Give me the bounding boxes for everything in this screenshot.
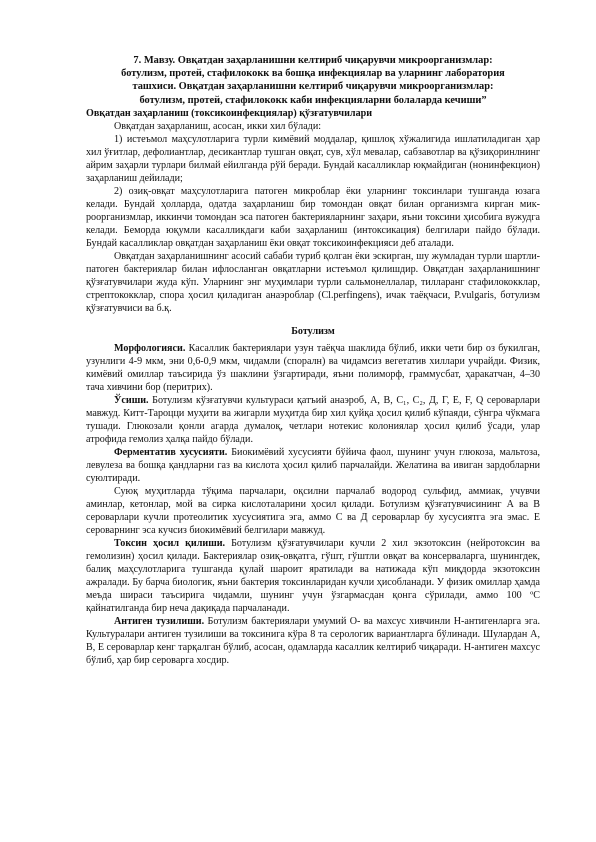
section-paragraph bbox=[86, 342, 540, 394]
subheading: Овқатдан заҳарланиш (токсикоинфекциялар) қўзғатувчилари bbox=[86, 107, 373, 119]
paragraph-text: Ботулизм қўзғатувчилари кучли 2 хил экзотоксин (нейротоксин ва гемолизин) ҳосил қилади. Бактериялар озиқ-овқатга, гўшт, гўштли овқат ва консерваларга, шунингдек, балиқ маҳсулотларига тушганда қулай шароит яратилади ва натижада кўп миқдорда экзотоксин ажралади. Бу барча биологик, яъни бактерия токсинларидан кучли ҳисобланади. У физик омиллар ҳамда меъда шираси таъсирига чидамли, шунинг учун ўзгармасдан қонга сўрилади, аммо 100 ºС қайнатилганда бир неча дақиқада парчаланади. bbox=[86, 537, 541, 614]
paragraph-text: Касаллик бактериялари узун таёқча шаклида бўлиб, икки чети бир оз букилган, узунлиги 4-9 мкм, эни 0,6-0,9 мкм, чидамли (споралн) ва чидамсиз вегетатив хиллари учрайди. Физик, кимёвий омиллар таъсирида ўз шаклини ўзгартиради, яъни полиморф, граммусбат, ҳаракатчан, 4–30 тача хивчини бор (перитрих). bbox=[86, 342, 540, 393]
intro-paragraph: 1) истеъмол маҳсулотларига турли кимёвий моддалар, қишлоқ хўжалигида ишлатиладиган ҳар хил ўғитлар, дефолиантлар, десикантлар тушган овқат, сув, хўл мевалар, сабзавотлар ва қўзиқоринлнинг айрим заҳарли турлари билмай ейилганда рўй беради. Бундай касалликлар юқмайдиган (нонинфекцион) заҳарланиш дейилади; bbox=[86, 133, 540, 184]
section-title: Ботулизм bbox=[291, 325, 335, 337]
title-line: ботулизм, протей, стафилококк ва бошқа инфекциялар ва уларнинг лаборатория bbox=[121, 68, 505, 80]
section-paragraph bbox=[86, 485, 540, 537]
intro-paragraph: Овқатдан заҳарланишнинг асосий сабаби туриб қолган ёки эскирган, шу жумладан турли шартли-патоген бактериялар билан ифлосланган овқатларни истеъмол қилишдир. Овқатдан заҳарланишнинг қўзғатувчилари жуда кўп. Уларнинг энг муҳимлари турли сальмонеллалар, тилларанг стафилококклар, стрептококклар, спора ҳосил қиладиган анаэроблар (Cl.perfingens), ичак таёқчаси, P.vulgaris, ботулизм қўзғатувчиси ва б.қ. bbox=[86, 250, 540, 314]
section-paragraph bbox=[86, 394, 540, 446]
document-title bbox=[86, 54, 540, 107]
title-line: ташхиси. Овқатдан заҳарланишни келтириб чиқарувчи микроорганизмлар: bbox=[132, 81, 494, 93]
paragraph-lead: Токсин ҳосил қилиши. bbox=[114, 537, 226, 549]
paragraph-lead: Антиген тузилиши. bbox=[114, 615, 205, 627]
paragraph-text: Суюқ муҳитларда тўқима парчалари, оқсилни парчалаб водород сульфид, аммиак, учувчи аминлар, кетонлар, мой ва сирка кислоталарини ҳосил қилади. Ботулизм қўзғатувчисининг А ва В сероварлари кучли протеолитик хусусиятига эга, аммо С ва Д сероварлар бу хусусиятга эга эмас. Е сероварнинг эса кучсиз биокимёвий белгилари мавжуд. bbox=[86, 485, 540, 536]
intro-paragraph: Овқатдан заҳарланиш, асосан, икки хил бўлади: bbox=[114, 120, 322, 132]
section-paragraph bbox=[86, 537, 540, 615]
paragraph-lead: Ферментатив хусусияти. bbox=[114, 446, 228, 458]
section-paragraph bbox=[86, 446, 540, 485]
paragraph-text: Биокимёвий хусусияти бўйича фаол, шунинг учун глюкоза, мальтоза, левулеза ва бошқа қандларни газ ва кислота ҳосил қилиб парчалайди. Желатина ва ивиган зардобларни суюлтиради. bbox=[86, 446, 541, 484]
paragraph-text: Ботулизм бактериялари умумий О- ва махсус хивчинли Н-антигенларга эга. Культуралари антиген тузилиши ва токсинига кўра 8 та серологик вариантларга бўлинади. Шулардан А, В, Е сероварлар кенг тарқалган бўлиб, асосан, одамларда касаллик келтириб чиқаради. Н-антиген махсус бўлиб, ҳар бир сероварга хосдир. bbox=[86, 615, 541, 666]
paragraph-text: Ботулизм кўзғатувчи культураси қатъий анаэроб, А, В, С₁, С₂, Д, Г, Е, F, Q сероварлари мавжуд. Китт-Тароцци муҳити ва жигарли муҳитда бир хил қуйқа ҳосил қилиб кўпаяди, сўнгра чўкмага тушади. Глюкозали қонли агарда думалоқ, четлари нотекис колониялар ҳосил қилиб ўсади, улар атрофида гемолиз ҳалқа пайдо бўлади. bbox=[86, 394, 540, 445]
title-line: 7. Мавзу. Овқатдан заҳарланишни келтириб чиқарувчи микроорганизмлар: bbox=[133, 55, 493, 66]
intro-paragraph: 2) озиқ-овқат маҳсулотларига патоген микроблар ёки уларнинг токсинлари тушганда юзага келади. Бундай ҳолларда, одатда заҳарланиш бир томондан овқат билан организмга кирган мик-роорганизмлар, иккинчи томондан эса патоген бактерияларнинг заҳари, яъни токсини ҳисобига вужудга келади. Беморда юқумли касалликдаги каби заҳарланиш (интоксикация) белгилари пайдо бўлади. Бундай касалликлар овқатдан заҳарланиш ёки овқат токсикоинфекцияси деб аталади. bbox=[86, 185, 540, 249]
section-paragraph bbox=[86, 615, 540, 667]
title-line: ботулизм, протей, стафилококк каби инфекцияларни болаларда кечиши” bbox=[139, 94, 487, 106]
paragraph-lead: Ўсиши. bbox=[114, 394, 149, 406]
paragraph-lead: Морфологияси. bbox=[114, 342, 186, 354]
